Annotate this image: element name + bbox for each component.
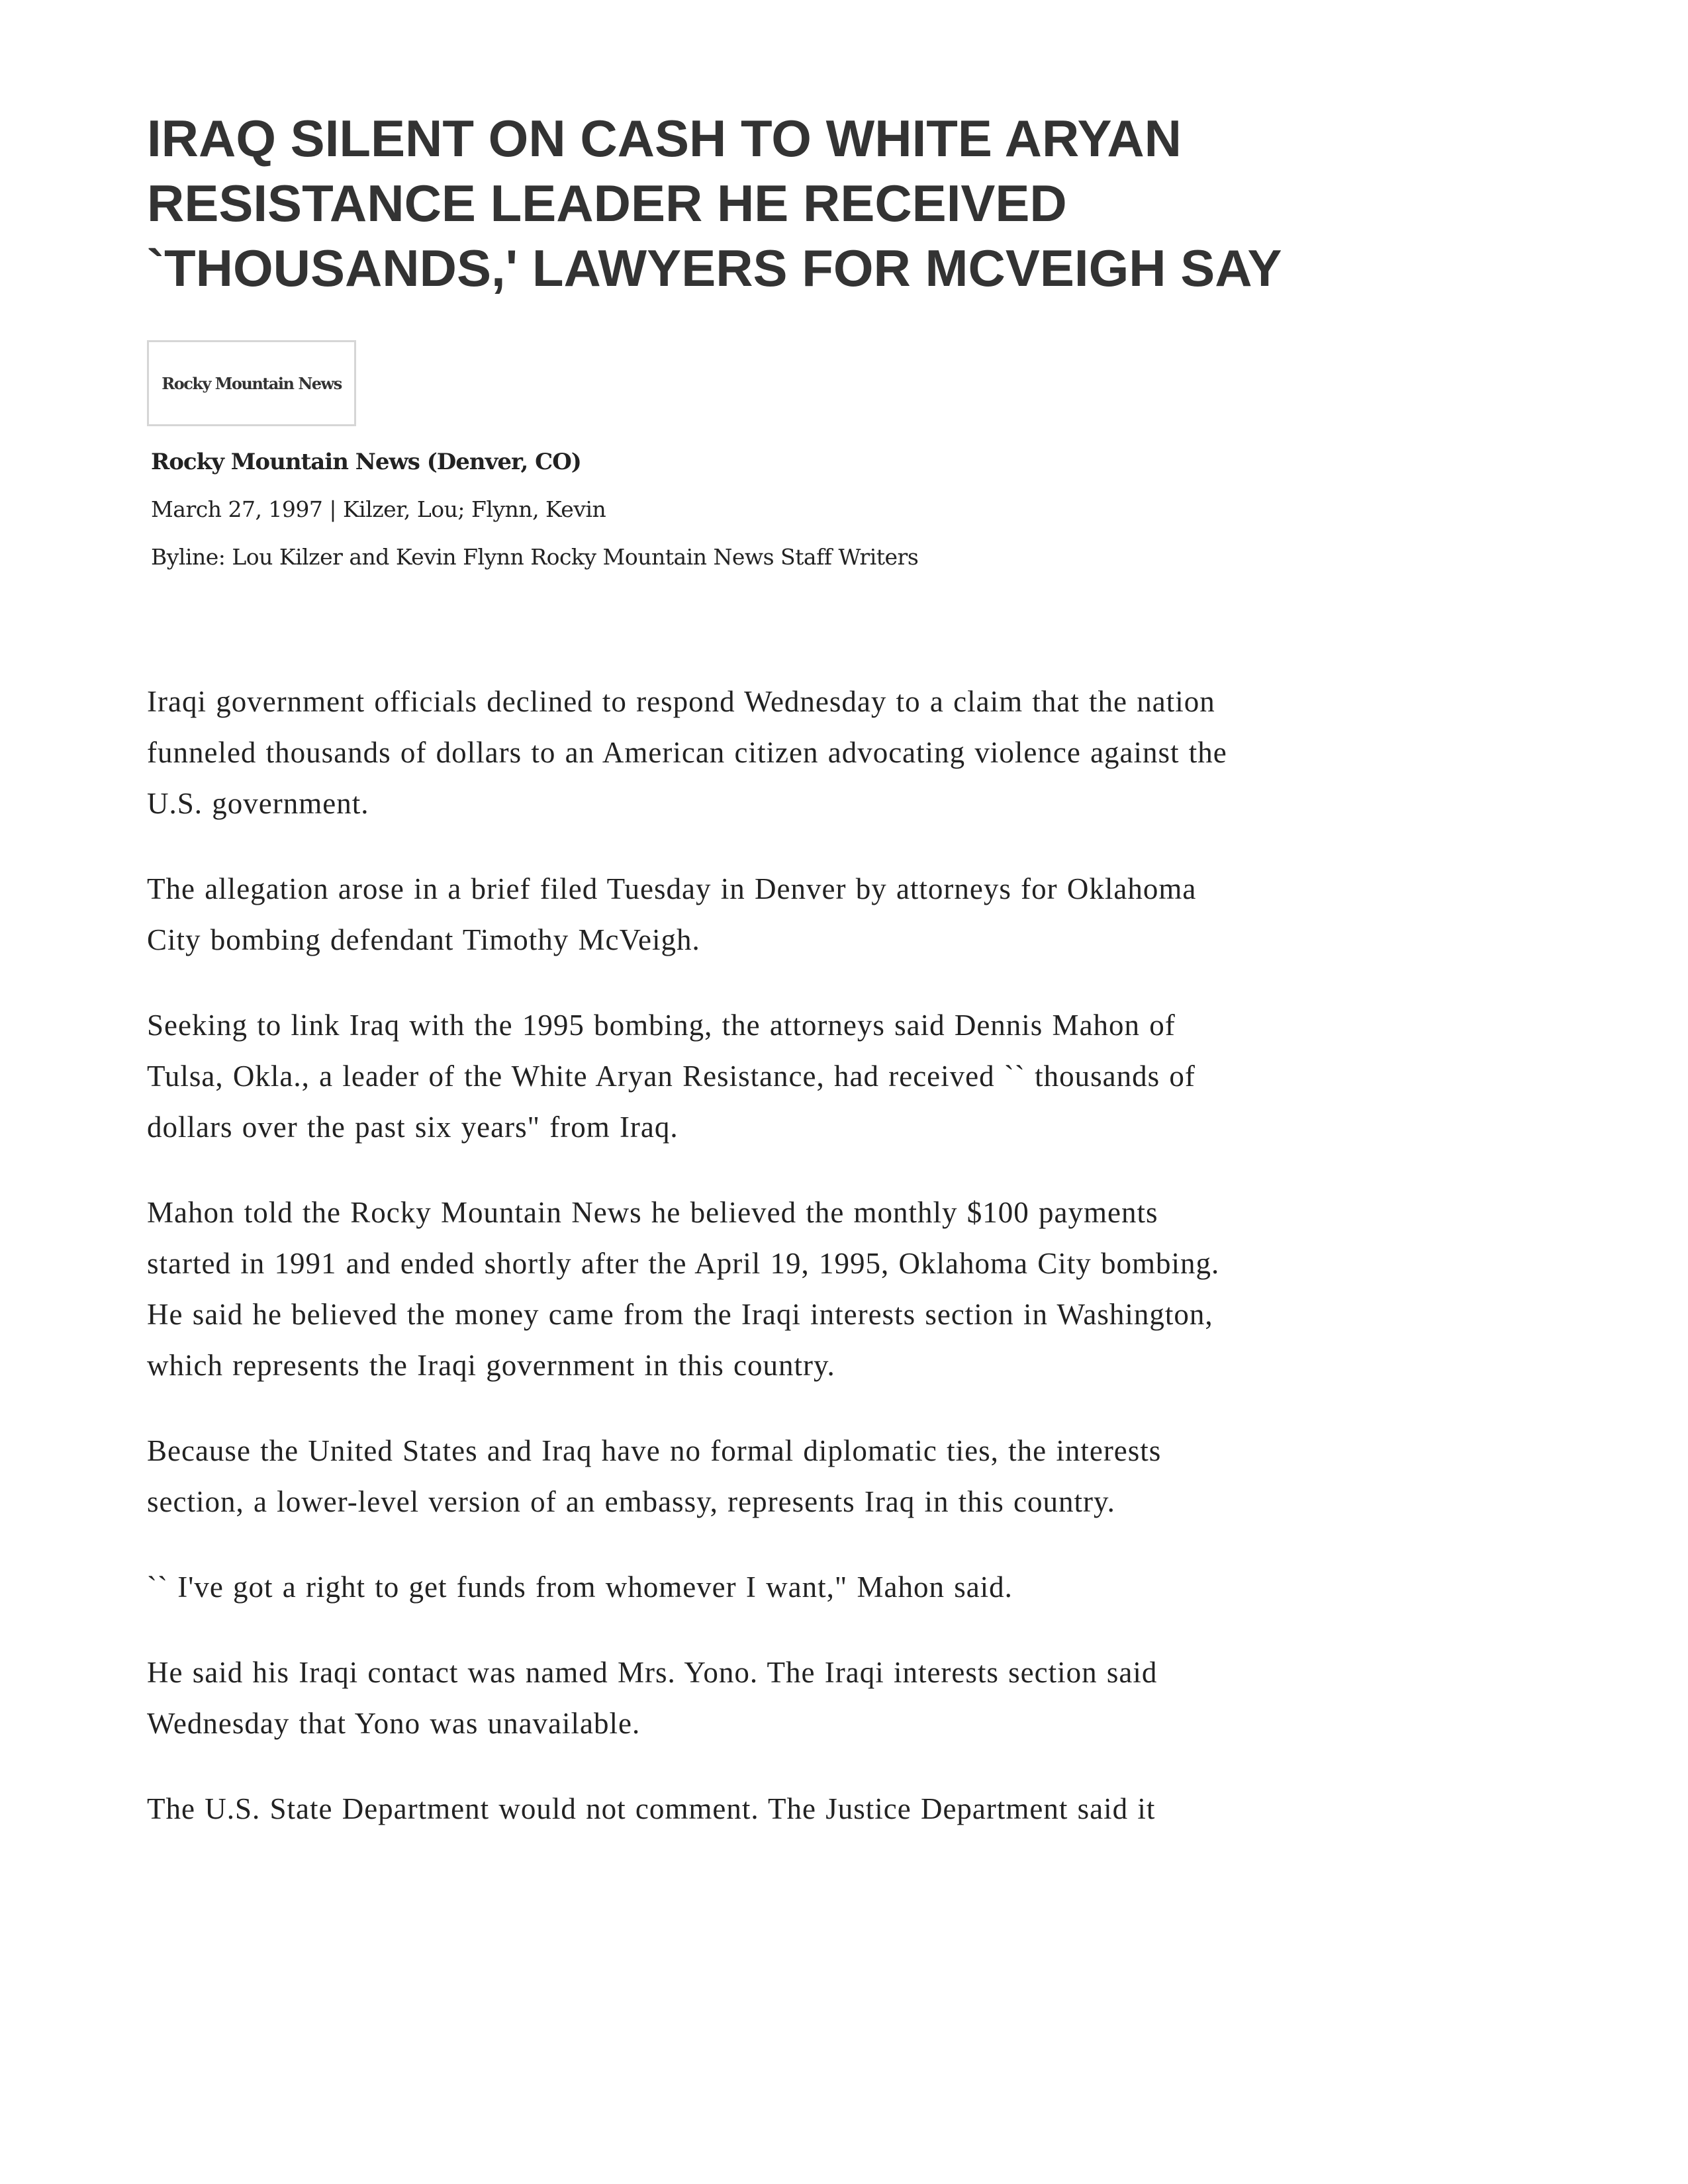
paragraph-line: `` I've got a right to get funds from whomever I want," Mahon said. bbox=[147, 1570, 1013, 1604]
byline: Byline: Lou Kilzer and Kevin Flynn Rocky Mountain News Staff Writers bbox=[151, 544, 919, 570]
headline bbox=[147, 106, 1471, 300]
article-meta bbox=[151, 446, 1471, 573]
publication-logo bbox=[147, 340, 356, 426]
paragraph-line: dollars over the past six years" from Iraq. bbox=[147, 1111, 679, 1144]
paragraph-line: which represents the Iraqi government in this country. bbox=[147, 1349, 835, 1382]
paragraph-line: City bombing defendant Timothy McVeigh. bbox=[147, 923, 700, 956]
paragraph-line: funneled thousands of dollars to an American citizen advocating violence against the bbox=[147, 736, 1227, 769]
paragraph bbox=[147, 864, 1405, 966]
paragraph-line: The U.S. State Department would not comment. The Justice Department said it bbox=[147, 1792, 1156, 1825]
paragraph-line: started in 1991 and ended shortly after the April 19, 1995, Oklahoma City bombing. bbox=[147, 1247, 1220, 1280]
document-page bbox=[147, 106, 1471, 1869]
paragraph-line: Because the United States and Iraq have no formal diplomatic ties, the interests bbox=[147, 1434, 1162, 1467]
paragraph-line: He said his Iraqi contact was named Mrs. Yono. The Iraqi interests section said bbox=[147, 1656, 1158, 1689]
source-name: Rocky Mountain News (Denver, CO) bbox=[151, 449, 581, 475]
article-body bbox=[147, 676, 1405, 1835]
paragraph bbox=[147, 1426, 1405, 1527]
paragraph bbox=[147, 1784, 1405, 1835]
paragraph bbox=[147, 1562, 1405, 1613]
paragraph bbox=[147, 676, 1405, 829]
paragraph bbox=[147, 1647, 1405, 1749]
paragraph-line: Mahon told the Rocky Mountain News he believed the monthly $100 payments bbox=[147, 1196, 1158, 1229]
logo-text: Rocky Mountain News bbox=[162, 373, 342, 393]
paragraph-line: U.S. government. bbox=[147, 787, 369, 820]
paragraph-line: Seeking to link Iraq with the 1995 bombing, the attorneys said Dennis Mahon of bbox=[147, 1009, 1176, 1042]
paragraph-line: He said he believed the money came from the Iraqi interests section in Washington, bbox=[147, 1298, 1213, 1331]
headline-line: RESISTANCE LEADER HE RECEIVED bbox=[147, 174, 1067, 232]
headline-line: IRAQ SILENT ON CASH TO WHITE ARYAN bbox=[147, 109, 1182, 167]
headline-line: `THOUSANDS,' LAWYERS FOR MCVEIGH SAY bbox=[147, 239, 1282, 297]
paragraph-line: Tulsa, Okla., a leader of the White Aryan Resistance, had received `` thousands of bbox=[147, 1060, 1196, 1093]
paragraph bbox=[147, 1187, 1405, 1391]
date-authors: March 27, 1997 | Kilzer, Lou; Flynn, Kevin bbox=[151, 496, 606, 522]
paragraph-line: Iraqi government officials declined to respond Wednesday to a claim that the nation bbox=[147, 685, 1215, 718]
paragraph-line: section, a lower-level version of an embassy, represents Iraq in this country. bbox=[147, 1485, 1115, 1518]
paragraph-line: Wednesday that Yono was unavailable. bbox=[147, 1707, 641, 1740]
paragraph-line: The allegation arose in a brief filed Tuesday in Denver by attorneys for Oklahoma bbox=[147, 872, 1197, 905]
paragraph bbox=[147, 1000, 1405, 1153]
